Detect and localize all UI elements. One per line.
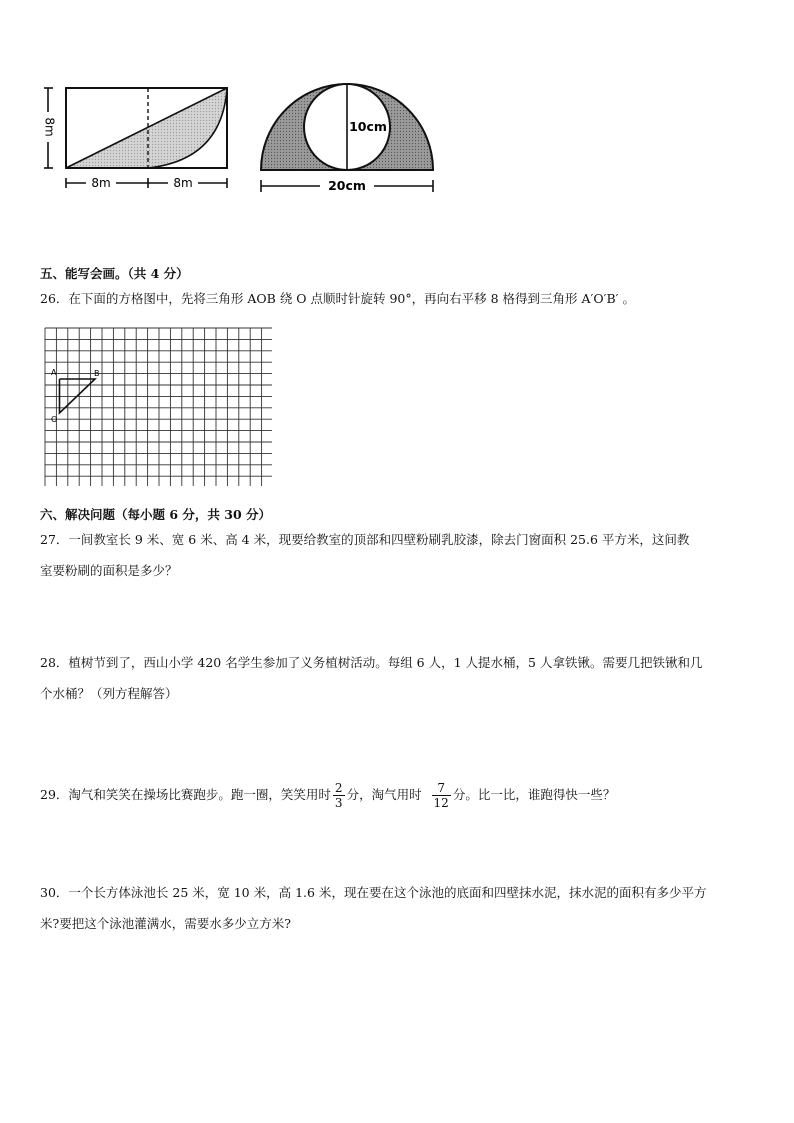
question-29 [40, 778, 615, 812]
question-27-line2: 室要粉刷的面积是多少？ [40, 563, 178, 578]
question-28-line2: 个水桶？（列方程解答） [40, 686, 178, 701]
square-grid [40, 322, 272, 486]
semicircle-figure [252, 76, 444, 198]
width-label-left: 8m [91, 176, 111, 190]
question-30-line2: 米?要把这个泳池灌满水，需要水多少立方米? [40, 916, 291, 931]
rectangle-shaded-figure [40, 80, 240, 195]
question-29-part1: 29．淘气和笑笑在操场比赛跑步。跑一圈，笑笑用时 [40, 787, 331, 802]
width-label-right: 8m [173, 176, 193, 190]
question-29-part2: 分，淘气用时 [346, 787, 422, 802]
question-27 [40, 524, 689, 586]
diameter-label: 10cm [349, 119, 387, 134]
fraction-two-thirds: $\frac{2}{3}$ [334, 781, 343, 810]
question-26: 26．在下面的方格图中，先将三角形 AOB 绕 O 点顺时针旋转 90°，再向右平移 8 格得到三角形 A′O′B′ 。 [40, 291, 635, 306]
fraction-seven-twelfths: $\frac{7}{12}$ [433, 781, 449, 810]
question-30 [40, 877, 706, 939]
point-b-label: B [94, 369, 100, 378]
point-o-label: O [51, 415, 58, 424]
question-28-line1: 28．植树节到了，西山小学 420 名学生参加了义务植树活动。每组 6 人，1 人提水桶，5 人拿铁锹。需要几把铁锹和几 [40, 655, 703, 670]
base-label: 20cm [328, 178, 366, 193]
section5-heading: 五、能写会画。（共 4 分） [40, 266, 189, 281]
point-a-label: A [51, 368, 57, 377]
section6-heading: 六、解决问题（每小题 6 分，共 30 分） [40, 507, 272, 522]
question-29-part3: 分。比一比，谁跑得快一些？ [452, 787, 616, 802]
question-27-line1: 27．一间教室长 9 米、宽 6 米、高 4 米，现要给教室的顶部和四壁粉刷乳胶漆，除去门窗面积 25.6 平方米，这间教 [40, 532, 690, 547]
height-label: 8m [42, 117, 57, 137]
question-30-line1: 30．一个长方体泳池长 25 米，宽 10 米，高 1.6 米，现在要在这个泳池的底面和四壁抹水泥，抹水泥的面积有多少平方 [40, 885, 707, 900]
question-28 [40, 647, 702, 709]
